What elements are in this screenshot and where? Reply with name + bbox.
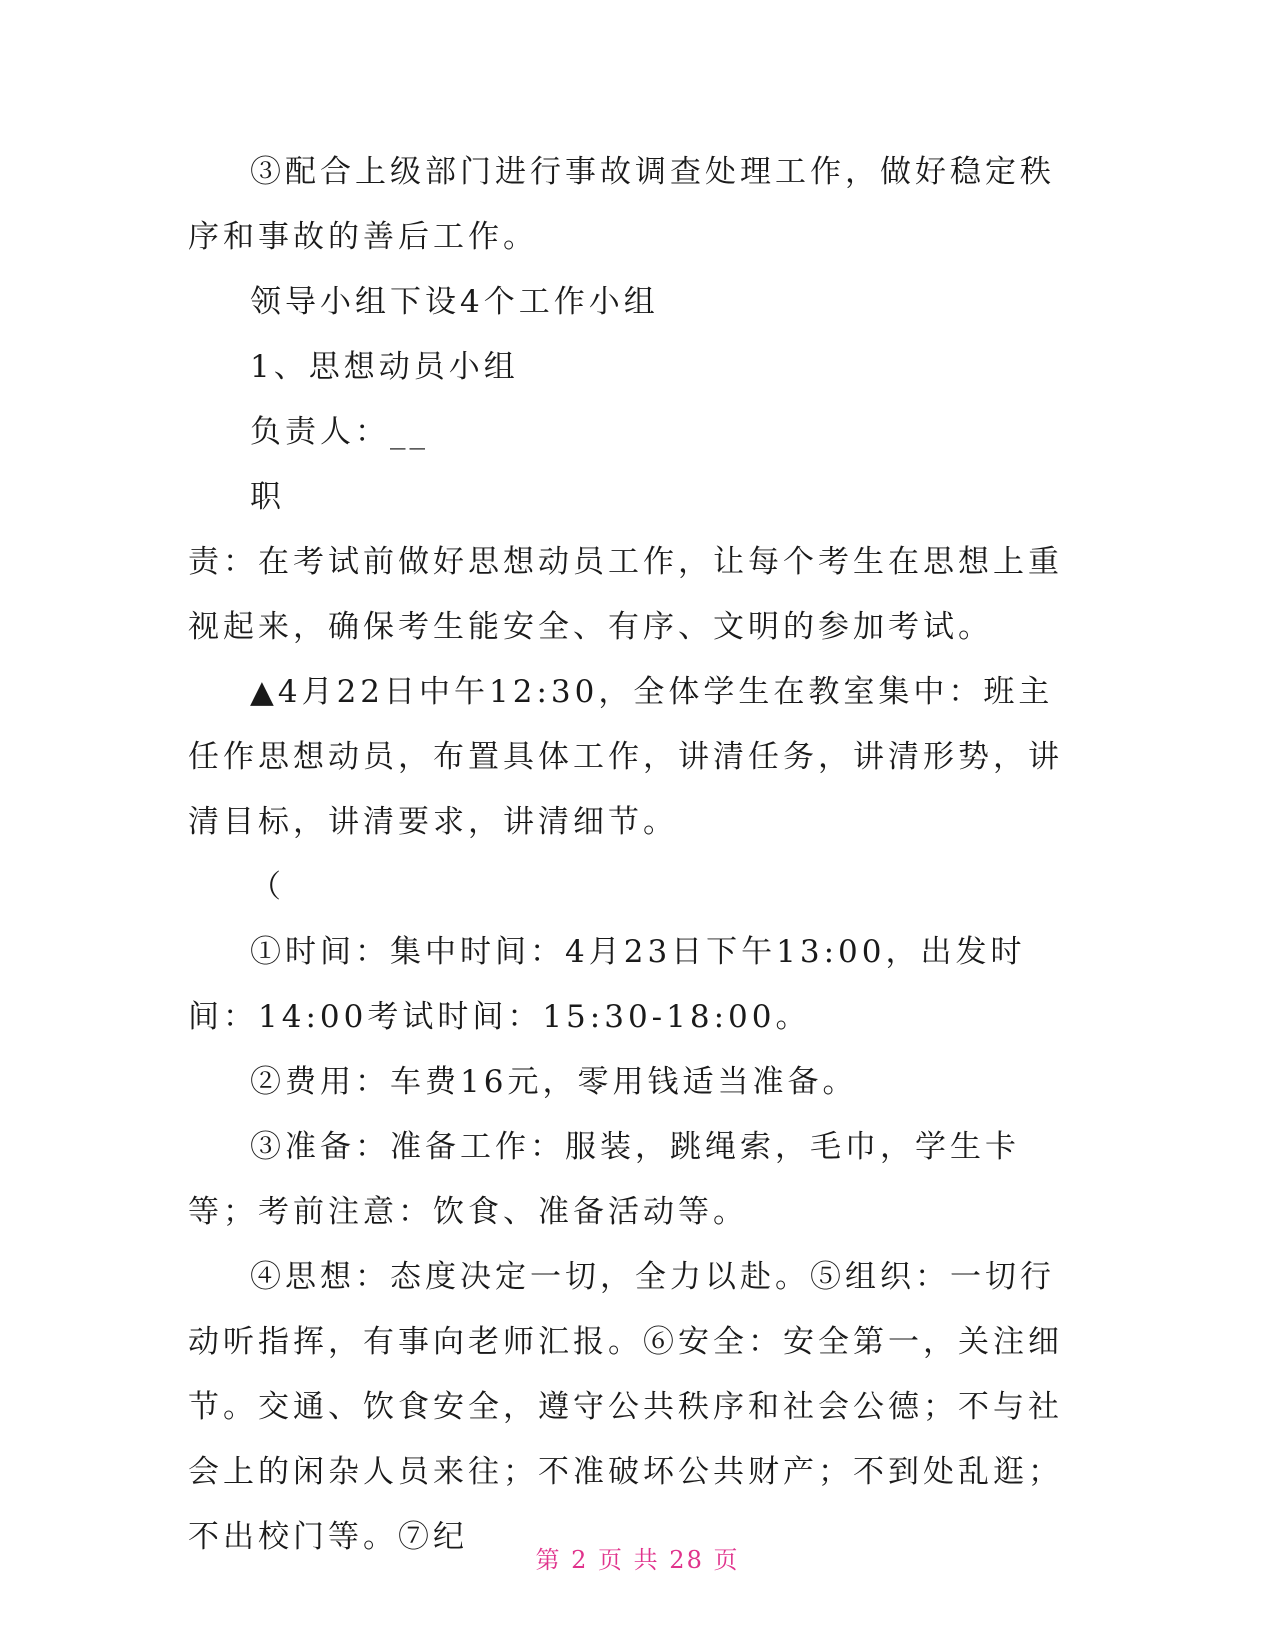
paragraph-mobilization-meeting: ▲4月22日中午12:30，全体学生在教室集中：班主任作思想动员，布置具体工作，讲清任务，讲清形势，讲清目标，讲清要求，讲清细节。: [188, 674, 1063, 840]
paragraph-duty-label: 职: [250, 479, 285, 515]
paragraph-time: ①时间：集中时间：4月23日下午13:00，出发时间：14:00考试时间：15:30-18:00。: [188, 934, 1026, 1035]
paragraph-duty: 责：在考试前做好思想动员工作，让每个考生在思想上重视起来，确保考生能安全、有序、文明的参加考试。: [188, 544, 1063, 645]
page-number-footer: 第 2 页 共 28 页: [535, 1546, 740, 1574]
paragraph-aftermath: ③配合上级部门进行事故调查处理工作，做好稳定秩序和事故的善后工作。: [188, 154, 1055, 255]
paragraph-cost: ②费用：车费16元，零用钱适当准备。: [250, 1064, 858, 1100]
paragraph-preparation: ③准备：准备工作：服装，跳绳索，毛巾，学生卡等；考前注意：饮食、准备活动等。: [188, 1129, 1020, 1230]
paragraph-thinking-safety: ④思想：态度决定一切，全力以赴。⑤组织：一切行动听指挥，有事向老师汇报。⑥安全：安全第一，关注细节。交通、饮食安全，遵守公共秩序和社会公德；不与社会上的闲杂人员来往；不准破坏公共财产；不到处乱逛；不出校门等。⑦纪: [188, 1259, 1063, 1555]
paragraph-work-groups: 领导小组下设4个工作小组: [250, 284, 659, 320]
paragraph-bracket: （: [250, 869, 285, 905]
document-body: [188, 140, 1078, 1570]
paragraph-person-in-charge: 负责人：__: [250, 414, 429, 450]
heading-mobilization-group: 1、思想动员小组: [250, 349, 519, 385]
